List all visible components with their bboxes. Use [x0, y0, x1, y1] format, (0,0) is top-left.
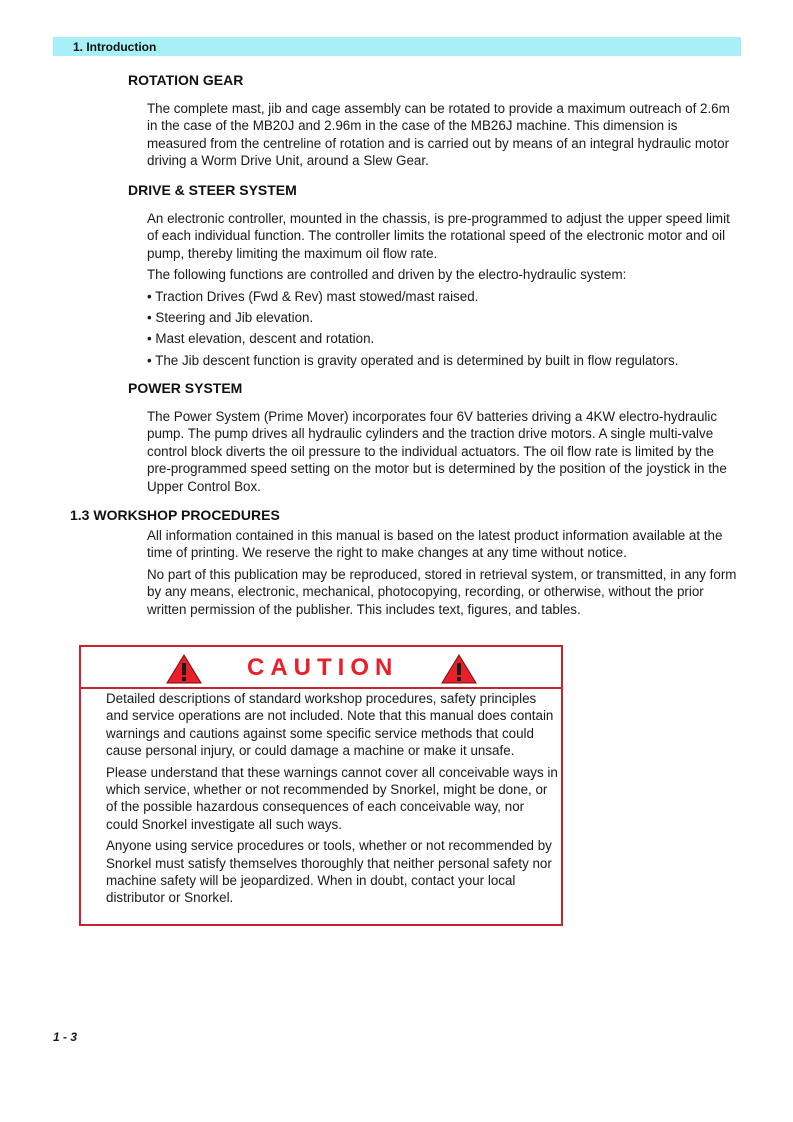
- caution-box: [79, 645, 563, 926]
- paragraph: The complete mast, jib and cage assembly can be rotated to provide a maximum outreach of 2.6m in the case of the MB20J and 2.96m in the case of the MB26J machine. This dimension is measured from the centreline of rotation and is carried out by means of an integral hydraulic motor driving a Worm Drive Unit, around a Slew Gear.: [147, 101, 730, 169]
- list-item: • The Jib descent function is gravity operated and is determined by built in flow regulators.: [147, 352, 679, 368]
- section-drive-steer: [128, 182, 740, 373]
- paragraph: No part of this publication may be reproduced, stored in retrieval system, or transmitted, in any form by any means, electronic, mechanical, photocopying, recording, or otherwise, without the prior written permission of the publisher. This includes text, figures, and tables.: [147, 566, 737, 617]
- caution-paragraph: Detailed descriptions of standard workshop procedures, safety principles and service operations are not included. Note that this manual does contain warnings and cautions against some specific service methods that could cause personal injury, or could damage a machine or make it unsafe.: [106, 691, 554, 759]
- caution-body: [106, 690, 558, 911]
- caution-header: [81, 647, 561, 689]
- list-item: • Traction Drives (Fwd & Rev) mast stowed/mast raised.: [147, 288, 479, 304]
- section-heading: POWER SYSTEM: [128, 380, 243, 396]
- paragraph: All information contained in this manual is based on the latest product information available at the time of printing. We reserve the right to make changes at any time without notice.: [147, 528, 723, 561]
- section-heading-workshop: 1.3 WORKSHOP PROCEDURES: [70, 507, 280, 523]
- warning-triangle-icon: [166, 654, 202, 684]
- list-item: • Steering and Jib elevation.: [147, 310, 314, 326]
- section-workshop-procedures: [128, 527, 740, 622]
- section-heading: ROTATION GEAR: [128, 72, 244, 88]
- page-number: 1 - 3: [53, 1030, 78, 1044]
- paragraph: The following functions are controlled and driven by the electro-hydraulic system:: [147, 267, 627, 283]
- caution-paragraph: Please understand that these warnings cannot cover all conceivable ways in which service, whether or not recommended by Snorkel, might be done, or of the possible hazardous consequences of each conceivable way, nor could Snorkel investigate all such ways.: [106, 764, 558, 832]
- chapter-title: 1. Introduction: [73, 40, 157, 54]
- section-rotation-gear: [128, 72, 740, 174]
- chapter-header-bar: [53, 37, 741, 56]
- warning-triangle-icon: [441, 654, 477, 684]
- caution-title: CAUTION: [247, 654, 399, 681]
- list-item: • Mast elevation, descent and rotation.: [147, 331, 375, 347]
- paragraph: An electronic controller, mounted in the chassis, is pre-programmed to adjust the upper speed limit of each individual function. The controller limits the rotational speed of the electronic motor and oil pump, thereby limiting the maximum oil flow rate.: [147, 211, 730, 261]
- section-power-system: [128, 380, 740, 499]
- caution-paragraph: Anyone using service procedures or tools, whether or not recommended by Snorkel must satisfy themselves thoroughly that neither personal safety nor machine safety will be jeopardized. When in doubt, contact your local distributor or Snorkel.: [106, 838, 552, 906]
- paragraph: The Power System (Prime Mover) incorporates four 6V batteries driving a 4KW electro-hydraulic pump. The pump drives all hydraulic cylinders and the traction drive motors. A single multi-valve control block diverts the oil pressure to the individual actuators. The oil flow rate is limited by the pre-programmed speed setting on the motor but is determined by the position of the joystick in the Upper Control Box.: [147, 409, 727, 494]
- section-heading: DRIVE & STEER SYSTEM: [128, 182, 297, 198]
